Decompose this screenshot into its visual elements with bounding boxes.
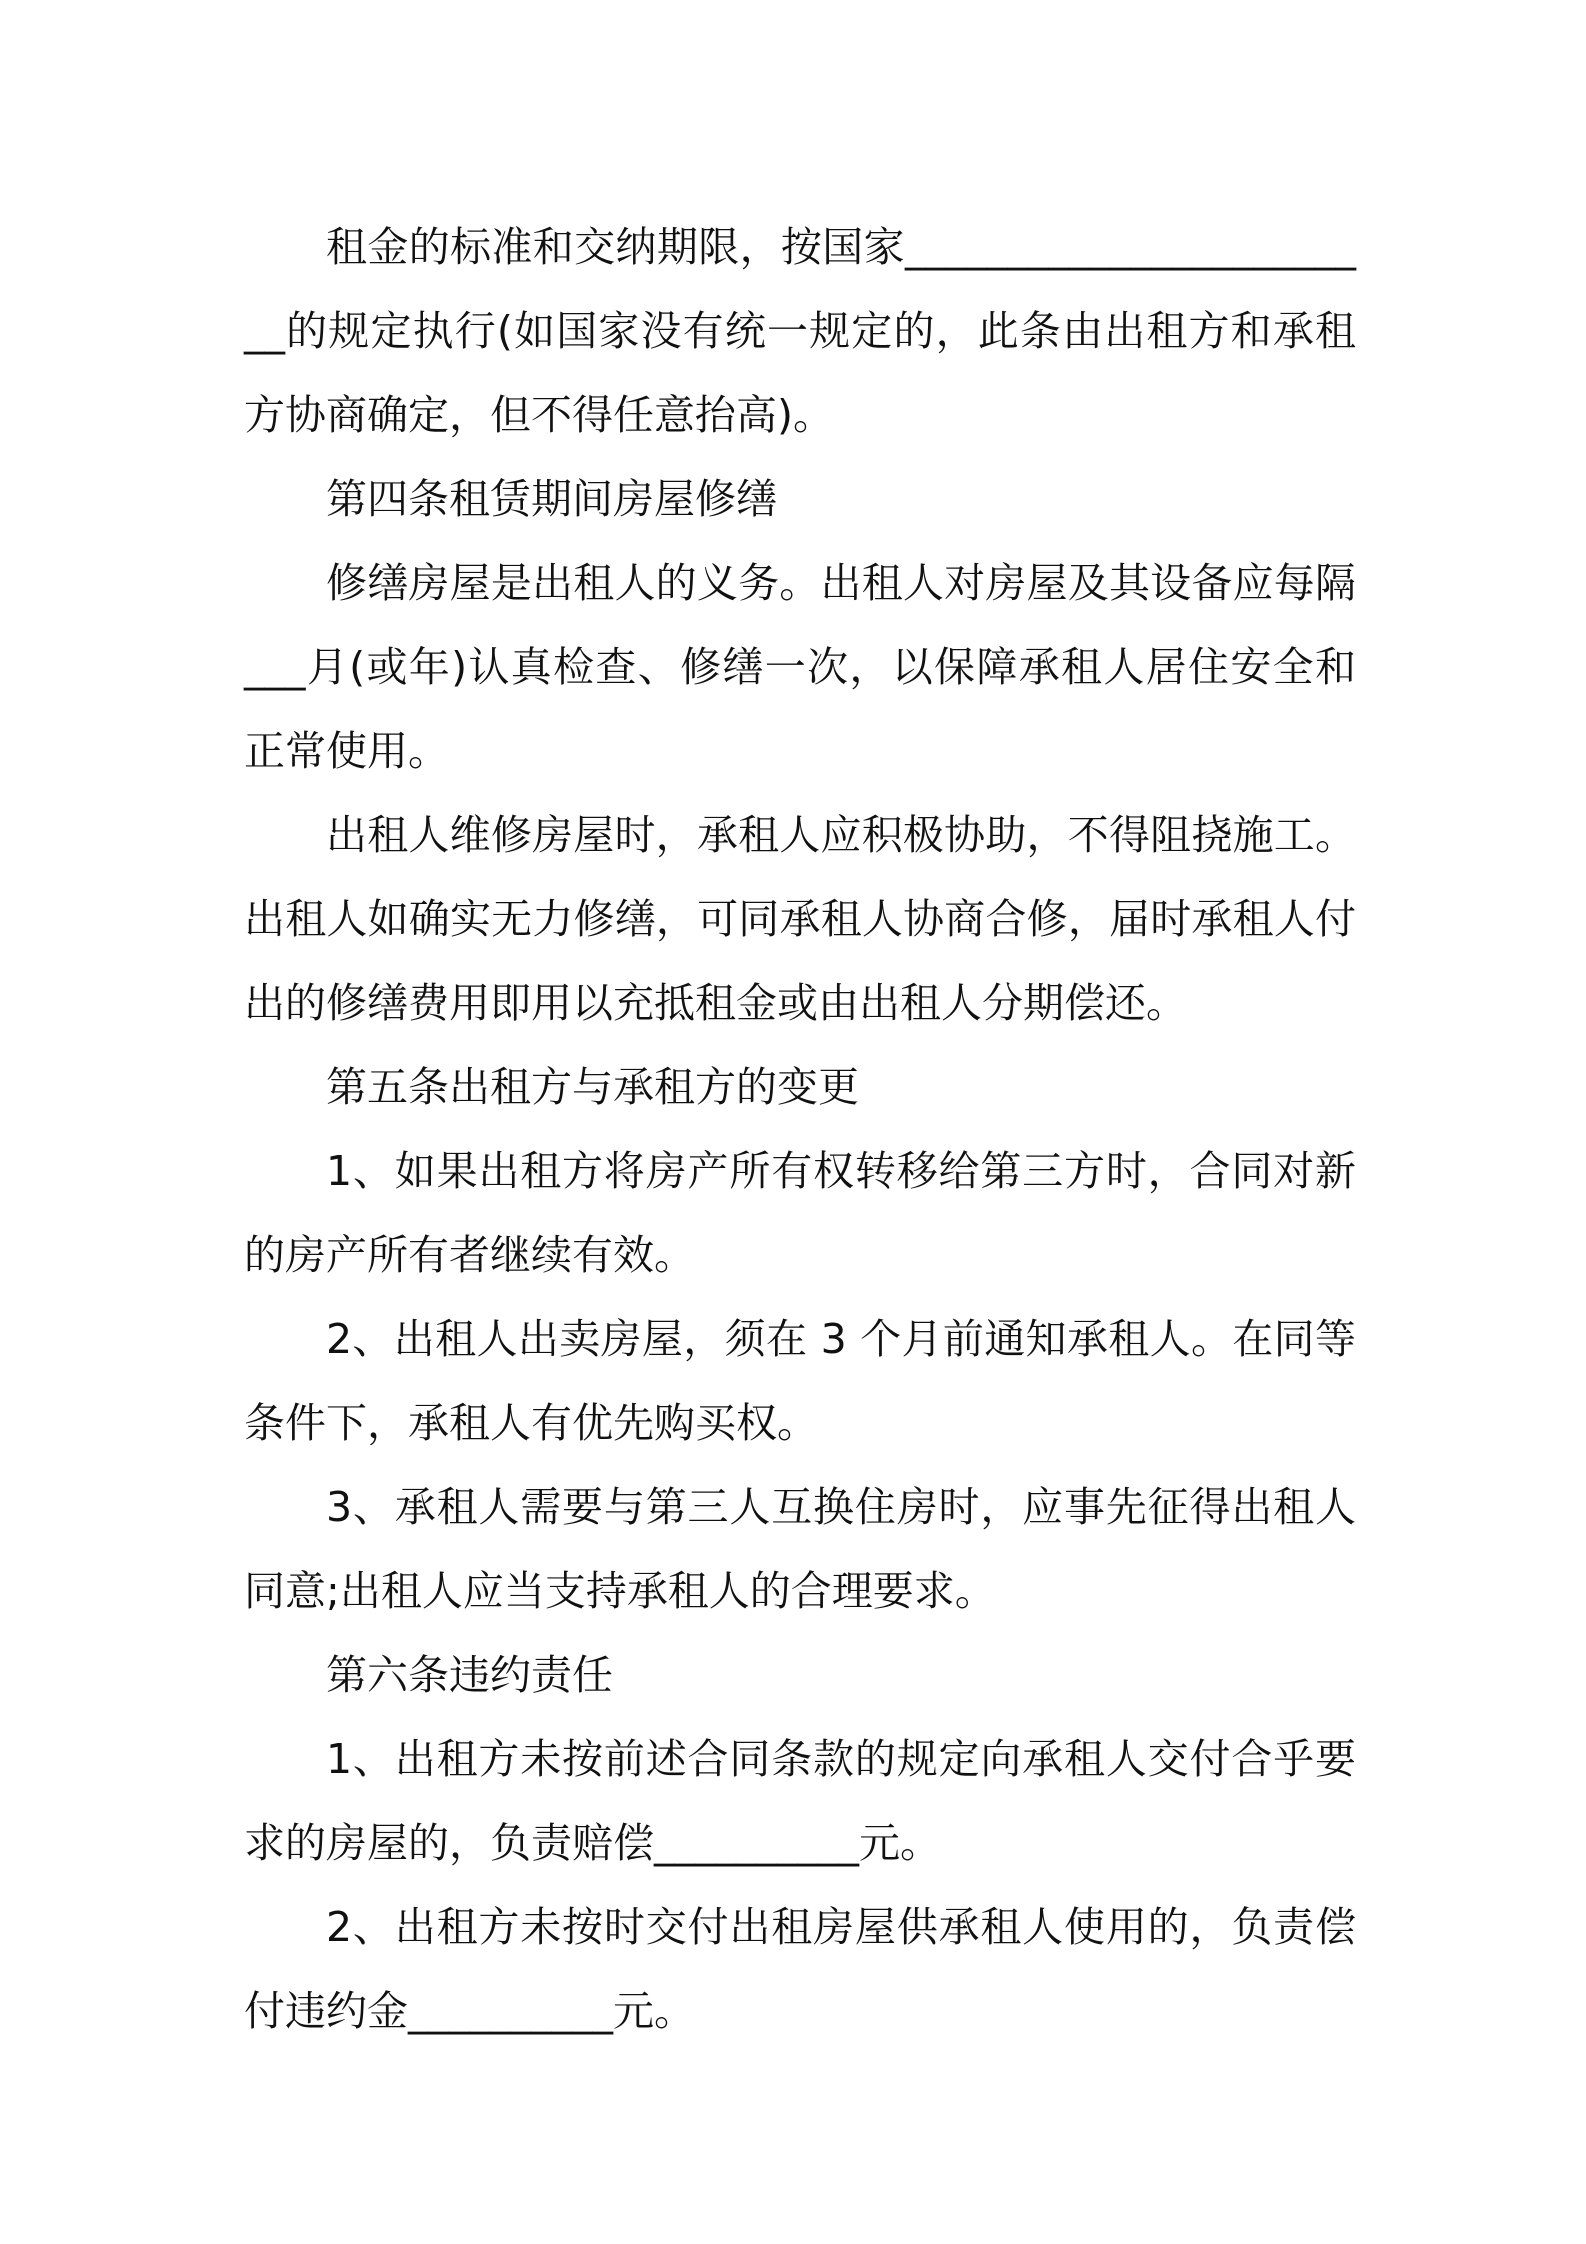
paragraph-article-4-repair-cooperation: 出租人维修房屋时，承租人应积极协助，不得阻挠施工。出租人如确实无力修缮，可同承租人协商合修，届时承租人付出的修缮费用即用以充抵租金或由出租人分期偿还。 [244, 811, 1356, 1027]
document-page [244, 205, 1356, 2053]
article-6-heading: 第六条违约责任 [326, 1651, 613, 1699]
paragraph-article-4-repair-duty: 修缮房屋是出租人的义务。出租人对房屋及其设备应每隔___月(或年)认真检查、修缮一次，以保障承租人居住安全和正常使用。 [244, 559, 1356, 775]
paragraph-rent-standard: 租金的标准和交纳期限，按国家________________________的规定执行(如国家没有统一规定的，此条由出租方和承租方协商确定，但不得任意抬高)。 [244, 223, 1356, 439]
article-6-item-2: 2、出租方未按时交付出租房屋供承租人使用的，负责偿付违约金__________元。 [244, 1903, 1356, 2035]
article-6-item-1: 1、出租方未按前述合同条款的规定向承租人交付合乎要求的房屋的，负责赔偿__________元。 [244, 1735, 1356, 1867]
article-5-item-2: 2、出租人出卖房屋，须在 3 个月前通知承租人。在同等条件下，承租人有优先购买权。 [244, 1315, 1356, 1447]
article-5-heading: 第五条出租方与承租方的变更 [326, 1063, 859, 1111]
article-5-item-3: 3、承租人需要与第三人互换住房时，应事先征得出租人同意;出租人应当支持承租人的合理要求。 [244, 1483, 1356, 1615]
article-5-item-1: 1、如果出租方将房产所有权转移给第三方时，合同对新的房产所有者继续有效。 [244, 1147, 1356, 1279]
article-4-heading: 第四条租赁期间房屋修缮 [326, 475, 777, 523]
